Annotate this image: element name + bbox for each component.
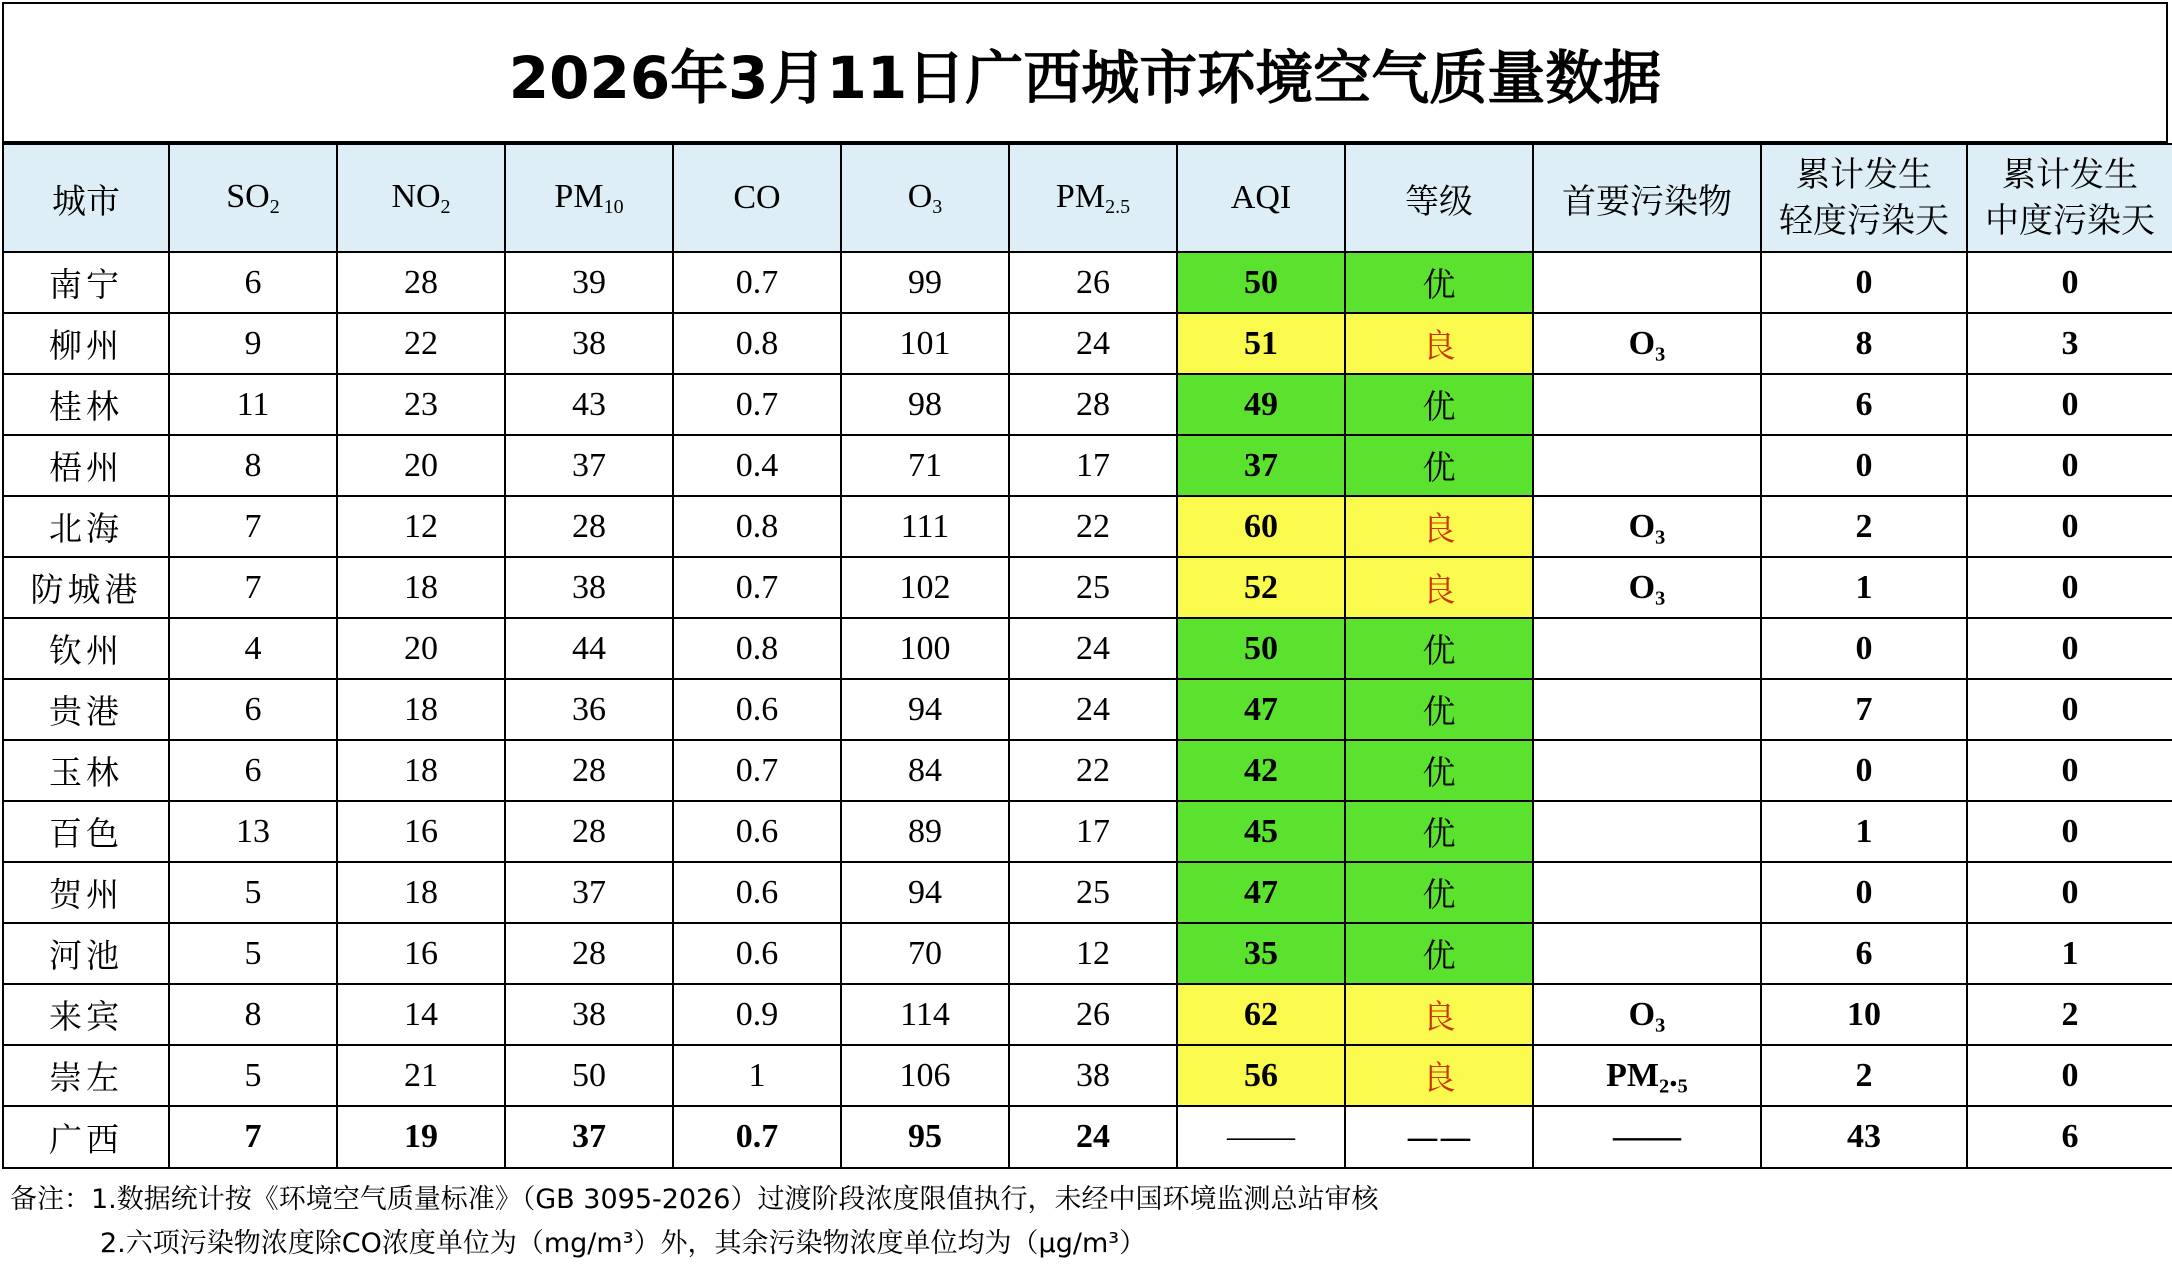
cell-co: 0.7 bbox=[673, 1106, 841, 1168]
header-pm25-base: PM bbox=[1055, 177, 1106, 215]
cell-o3: 99 bbox=[841, 252, 1009, 313]
cell-aqi: 42 bbox=[1177, 740, 1345, 801]
cell-primary bbox=[1533, 862, 1761, 923]
cell-co: 0.8 bbox=[673, 618, 841, 679]
cell-pm10: 28 bbox=[505, 801, 673, 862]
cell-so2: 7 bbox=[169, 1106, 337, 1168]
cell-pm10: 50 bbox=[505, 1045, 673, 1106]
cell-no2: 20 bbox=[337, 435, 505, 496]
table-row bbox=[3, 618, 2172, 679]
cell-primary bbox=[1533, 740, 1761, 801]
cell-city: 来宾 bbox=[3, 984, 169, 1045]
cell-o3: 70 bbox=[841, 923, 1009, 984]
cell-co: 0.8 bbox=[673, 313, 841, 374]
cell-aqi: 45 bbox=[1177, 801, 1345, 862]
cell-co: 0.6 bbox=[673, 679, 841, 740]
header-no2-sub: 2 bbox=[440, 195, 451, 218]
cell-no2: 18 bbox=[337, 740, 505, 801]
cell-pm10: 37 bbox=[505, 862, 673, 923]
cell-aqi: 35 bbox=[1177, 923, 1345, 984]
cell-no2: 21 bbox=[337, 1045, 505, 1106]
header-so2 bbox=[169, 144, 337, 252]
cell-grade: 良 bbox=[1345, 496, 1533, 557]
cell-so2: 7 bbox=[169, 557, 337, 618]
cell-pm10: 36 bbox=[505, 679, 673, 740]
cell-so2: 6 bbox=[169, 740, 337, 801]
cell-city: 南宁 bbox=[3, 252, 169, 313]
cell-pm25: 22 bbox=[1009, 496, 1177, 557]
cell-so2: 5 bbox=[169, 862, 337, 923]
header-city: 城市 bbox=[3, 144, 169, 252]
cell-o3: 94 bbox=[841, 862, 1009, 923]
cell-city: 梧州 bbox=[3, 435, 169, 496]
cell-pm25: 24 bbox=[1009, 1106, 1177, 1168]
air-quality-table bbox=[2, 143, 2172, 1169]
cell-pm10: 39 bbox=[505, 252, 673, 313]
cell-pm10: 28 bbox=[505, 923, 673, 984]
cell-no2: 19 bbox=[337, 1106, 505, 1168]
cell-pm25: 25 bbox=[1009, 557, 1177, 618]
cell-moderate: 0 bbox=[1967, 862, 2172, 923]
cell-pm25: 17 bbox=[1009, 801, 1177, 862]
cell-o3: 114 bbox=[841, 984, 1009, 1045]
header-so2-base: SO bbox=[226, 177, 270, 215]
cell-no2: 16 bbox=[337, 923, 505, 984]
header-pm25-sub: 2.5 bbox=[1105, 195, 1131, 218]
header-light-pollution-days bbox=[1761, 144, 1967, 252]
cell-aqi: 47 bbox=[1177, 862, 1345, 923]
cell-primary bbox=[1533, 435, 1761, 496]
cell-o3: 106 bbox=[841, 1045, 1009, 1106]
cell-aqi: 50 bbox=[1177, 618, 1345, 679]
cell-pm10: 37 bbox=[505, 1106, 673, 1168]
cell-pm25: 26 bbox=[1009, 252, 1177, 313]
header-pm10-base: PM bbox=[554, 177, 604, 215]
cell-pm10: 37 bbox=[505, 435, 673, 496]
header-moderate-line1: 累计发生 bbox=[2002, 155, 2138, 195]
cell-no2: 23 bbox=[337, 374, 505, 435]
cell-pm10: 43 bbox=[505, 374, 673, 435]
cell-moderate: 3 bbox=[1967, 313, 2172, 374]
cell-pm10: 44 bbox=[505, 618, 673, 679]
header-o3-base: O bbox=[907, 177, 933, 215]
cell-primary: —— bbox=[1533, 1106, 1761, 1168]
cell-light: 7 bbox=[1761, 679, 1967, 740]
page-title: 2026年3月11日广西城市环境空气质量数据 bbox=[508, 43, 1662, 112]
cell-co: 0.8 bbox=[673, 496, 841, 557]
cell-moderate: 0 bbox=[1967, 1045, 2172, 1106]
cell-light: 0 bbox=[1761, 252, 1967, 313]
table-row bbox=[3, 740, 2172, 801]
cell-pm10: 28 bbox=[505, 496, 673, 557]
cell-primary: O₃ bbox=[1533, 496, 1761, 557]
table-body bbox=[3, 252, 2172, 1168]
cell-grade: 优 bbox=[1345, 435, 1533, 496]
header-grade: 等级 bbox=[1345, 144, 1533, 252]
cell-co: 0.9 bbox=[673, 984, 841, 1045]
cell-no2: 12 bbox=[337, 496, 505, 557]
cell-grade: 优 bbox=[1345, 862, 1533, 923]
cell-city: 柳州 bbox=[3, 313, 169, 374]
cell-no2: 28 bbox=[337, 252, 505, 313]
cell-moderate: 0 bbox=[1967, 374, 2172, 435]
cell-primary bbox=[1533, 618, 1761, 679]
cell-pm10: 38 bbox=[505, 557, 673, 618]
cell-grade: 优 bbox=[1345, 679, 1533, 740]
cell-pm25: 17 bbox=[1009, 435, 1177, 496]
cell-moderate: 0 bbox=[1967, 557, 2172, 618]
header-moderate-pollution-days bbox=[1967, 144, 2172, 252]
cell-aqi: 56 bbox=[1177, 1045, 1345, 1106]
table-row bbox=[3, 496, 2172, 557]
notes bbox=[10, 1178, 2160, 1266]
cell-city: 桂林 bbox=[3, 374, 169, 435]
cell-aqi: —— bbox=[1177, 1106, 1345, 1168]
cell-primary: O₃ bbox=[1533, 984, 1761, 1045]
note-line-1: 备注：1.数据统计按《环境空气质量标准》（GB 3095-2026）过渡阶段浓度限值执行，未经中国环境监测总站审核 bbox=[10, 1184, 1379, 1215]
cell-so2: 5 bbox=[169, 923, 337, 984]
table-row bbox=[3, 801, 2172, 862]
cell-so2: 8 bbox=[169, 984, 337, 1045]
table-row bbox=[3, 435, 2172, 496]
cell-co: 1 bbox=[673, 1045, 841, 1106]
header-o3-sub: 3 bbox=[932, 195, 943, 218]
cell-pm25: 24 bbox=[1009, 618, 1177, 679]
cell-light: 0 bbox=[1761, 618, 1967, 679]
cell-o3: 101 bbox=[841, 313, 1009, 374]
header-so2-sub: 2 bbox=[269, 195, 280, 218]
cell-pm25: 25 bbox=[1009, 862, 1177, 923]
table-row bbox=[3, 313, 2172, 374]
cell-primary: PM₂.₅ bbox=[1533, 1045, 1761, 1106]
cell-so2: 5 bbox=[169, 1045, 337, 1106]
cell-pm10: 38 bbox=[505, 313, 673, 374]
cell-no2: 14 bbox=[337, 984, 505, 1045]
cell-city: 北海 bbox=[3, 496, 169, 557]
cell-light: 0 bbox=[1761, 435, 1967, 496]
header-primary-pollutant: 首要污染物 bbox=[1533, 144, 1761, 252]
cell-light: 0 bbox=[1761, 740, 1967, 801]
cell-grade: 优 bbox=[1345, 801, 1533, 862]
note-line-2: 2.六项污染物浓度除CO浓度单位为（mg/m³）外，其余污染物浓度单位均为（μg/m³） bbox=[100, 1228, 1147, 1259]
cell-city: 崇左 bbox=[3, 1045, 169, 1106]
cell-co: 0.7 bbox=[673, 557, 841, 618]
cell-moderate: 2 bbox=[1967, 984, 2172, 1045]
cell-o3: 71 bbox=[841, 435, 1009, 496]
cell-aqi: 37 bbox=[1177, 435, 1345, 496]
cell-no2: 18 bbox=[337, 557, 505, 618]
cell-primary bbox=[1533, 801, 1761, 862]
header-light-line2: 轻度污染天 bbox=[1779, 201, 1949, 241]
cell-moderate: 6 bbox=[1967, 1106, 2172, 1168]
cell-primary bbox=[1533, 679, 1761, 740]
cell-moderate: 0 bbox=[1967, 740, 2172, 801]
cell-light: 43 bbox=[1761, 1106, 1967, 1168]
cell-city: 玉林 bbox=[3, 740, 169, 801]
cell-light: 2 bbox=[1761, 1045, 1967, 1106]
cell-o3: 89 bbox=[841, 801, 1009, 862]
header-no2 bbox=[337, 144, 505, 252]
cell-pm10: 38 bbox=[505, 984, 673, 1045]
cell-grade: —— bbox=[1345, 1106, 1533, 1168]
cell-city: 贺州 bbox=[3, 862, 169, 923]
cell-o3: 95 bbox=[841, 1106, 1009, 1168]
cell-so2: 4 bbox=[169, 618, 337, 679]
cell-no2: 18 bbox=[337, 679, 505, 740]
cell-no2: 18 bbox=[337, 862, 505, 923]
cell-no2: 16 bbox=[337, 801, 505, 862]
cell-primary bbox=[1533, 923, 1761, 984]
cell-so2: 13 bbox=[169, 801, 337, 862]
cell-city: 河池 bbox=[3, 923, 169, 984]
cell-grade: 优 bbox=[1345, 740, 1533, 801]
cell-moderate: 0 bbox=[1967, 679, 2172, 740]
cell-so2: 6 bbox=[169, 679, 337, 740]
cell-co: 0.7 bbox=[673, 740, 841, 801]
cell-grade: 良 bbox=[1345, 557, 1533, 618]
cell-o3: 98 bbox=[841, 374, 1009, 435]
cell-o3: 100 bbox=[841, 618, 1009, 679]
header-row bbox=[3, 144, 2172, 252]
cell-grade: 良 bbox=[1345, 313, 1533, 374]
cell-pm25: 38 bbox=[1009, 1045, 1177, 1106]
cell-so2: 11 bbox=[169, 374, 337, 435]
cell-o3: 84 bbox=[841, 740, 1009, 801]
cell-light: 6 bbox=[1761, 374, 1967, 435]
cell-grade: 优 bbox=[1345, 374, 1533, 435]
cell-no2: 22 bbox=[337, 313, 505, 374]
cell-pm25: 22 bbox=[1009, 740, 1177, 801]
header-light-line1: 累计发生 bbox=[1796, 155, 1932, 195]
cell-aqi: 60 bbox=[1177, 496, 1345, 557]
cell-pm25: 26 bbox=[1009, 984, 1177, 1045]
cell-moderate: 1 bbox=[1967, 923, 2172, 984]
cell-co: 0.6 bbox=[673, 801, 841, 862]
header-no2-base: NO bbox=[391, 177, 441, 215]
cell-aqi: 52 bbox=[1177, 557, 1345, 618]
cell-grade: 良 bbox=[1345, 1045, 1533, 1106]
header-pm10 bbox=[505, 144, 673, 252]
cell-light: 0 bbox=[1761, 862, 1967, 923]
cell-o3: 111 bbox=[841, 496, 1009, 557]
table-header bbox=[3, 144, 2172, 252]
cell-grade: 良 bbox=[1345, 984, 1533, 1045]
table-row bbox=[3, 679, 2172, 740]
cell-pm25: 12 bbox=[1009, 923, 1177, 984]
cell-aqi: 49 bbox=[1177, 374, 1345, 435]
cell-city: 防城港 bbox=[3, 557, 169, 618]
cell-so2: 6 bbox=[169, 252, 337, 313]
cell-primary bbox=[1533, 374, 1761, 435]
cell-grade: 优 bbox=[1345, 252, 1533, 313]
cell-o3: 94 bbox=[841, 679, 1009, 740]
table-row bbox=[3, 374, 2172, 435]
cell-light: 6 bbox=[1761, 923, 1967, 984]
cell-no2: 20 bbox=[337, 618, 505, 679]
cell-moderate: 0 bbox=[1967, 496, 2172, 557]
cell-city: 广西 bbox=[3, 1106, 169, 1168]
total-row bbox=[3, 1106, 2172, 1168]
cell-primary: O₃ bbox=[1533, 313, 1761, 374]
cell-grade: 优 bbox=[1345, 923, 1533, 984]
cell-moderate: 0 bbox=[1967, 252, 2172, 313]
cell-city: 贵港 bbox=[3, 679, 169, 740]
cell-pm25: 24 bbox=[1009, 679, 1177, 740]
cell-co: 0.7 bbox=[673, 252, 841, 313]
cell-aqi: 47 bbox=[1177, 679, 1345, 740]
header-o3 bbox=[841, 144, 1009, 252]
header-moderate-line2: 中度污染天 bbox=[1985, 201, 2155, 241]
cell-so2: 9 bbox=[169, 313, 337, 374]
cell-so2: 7 bbox=[169, 496, 337, 557]
cell-city: 百色 bbox=[3, 801, 169, 862]
table-row bbox=[3, 557, 2172, 618]
cell-light: 10 bbox=[1761, 984, 1967, 1045]
cell-light: 1 bbox=[1761, 801, 1967, 862]
cell-aqi: 51 bbox=[1177, 313, 1345, 374]
cell-city: 钦州 bbox=[3, 618, 169, 679]
header-aqi: AQI bbox=[1177, 144, 1345, 252]
cell-grade: 优 bbox=[1345, 618, 1533, 679]
cell-co: 0.4 bbox=[673, 435, 841, 496]
cell-aqi: 62 bbox=[1177, 984, 1345, 1045]
cell-co: 0.7 bbox=[673, 374, 841, 435]
cell-primary bbox=[1533, 252, 1761, 313]
cell-pm25: 24 bbox=[1009, 313, 1177, 374]
cell-light: 8 bbox=[1761, 313, 1967, 374]
cell-aqi: 50 bbox=[1177, 252, 1345, 313]
cell-light: 2 bbox=[1761, 496, 1967, 557]
title-box bbox=[2, 2, 2168, 143]
cell-moderate: 0 bbox=[1967, 435, 2172, 496]
cell-moderate: 0 bbox=[1967, 618, 2172, 679]
header-co: CO bbox=[673, 144, 841, 252]
cell-so2: 8 bbox=[169, 435, 337, 496]
cell-primary: O₃ bbox=[1533, 557, 1761, 618]
table-row bbox=[3, 984, 2172, 1045]
cell-co: 0.6 bbox=[673, 862, 841, 923]
table-row bbox=[3, 252, 2172, 313]
cell-moderate: 0 bbox=[1967, 801, 2172, 862]
cell-o3: 102 bbox=[841, 557, 1009, 618]
table-row bbox=[3, 923, 2172, 984]
header-pm25 bbox=[1009, 144, 1177, 252]
table-row bbox=[3, 862, 2172, 923]
cell-pm25: 28 bbox=[1009, 374, 1177, 435]
cell-light: 1 bbox=[1761, 557, 1967, 618]
table-row bbox=[3, 1045, 2172, 1106]
cell-pm10: 28 bbox=[505, 740, 673, 801]
cell-co: 0.6 bbox=[673, 923, 841, 984]
header-pm10-sub: 10 bbox=[603, 195, 624, 218]
